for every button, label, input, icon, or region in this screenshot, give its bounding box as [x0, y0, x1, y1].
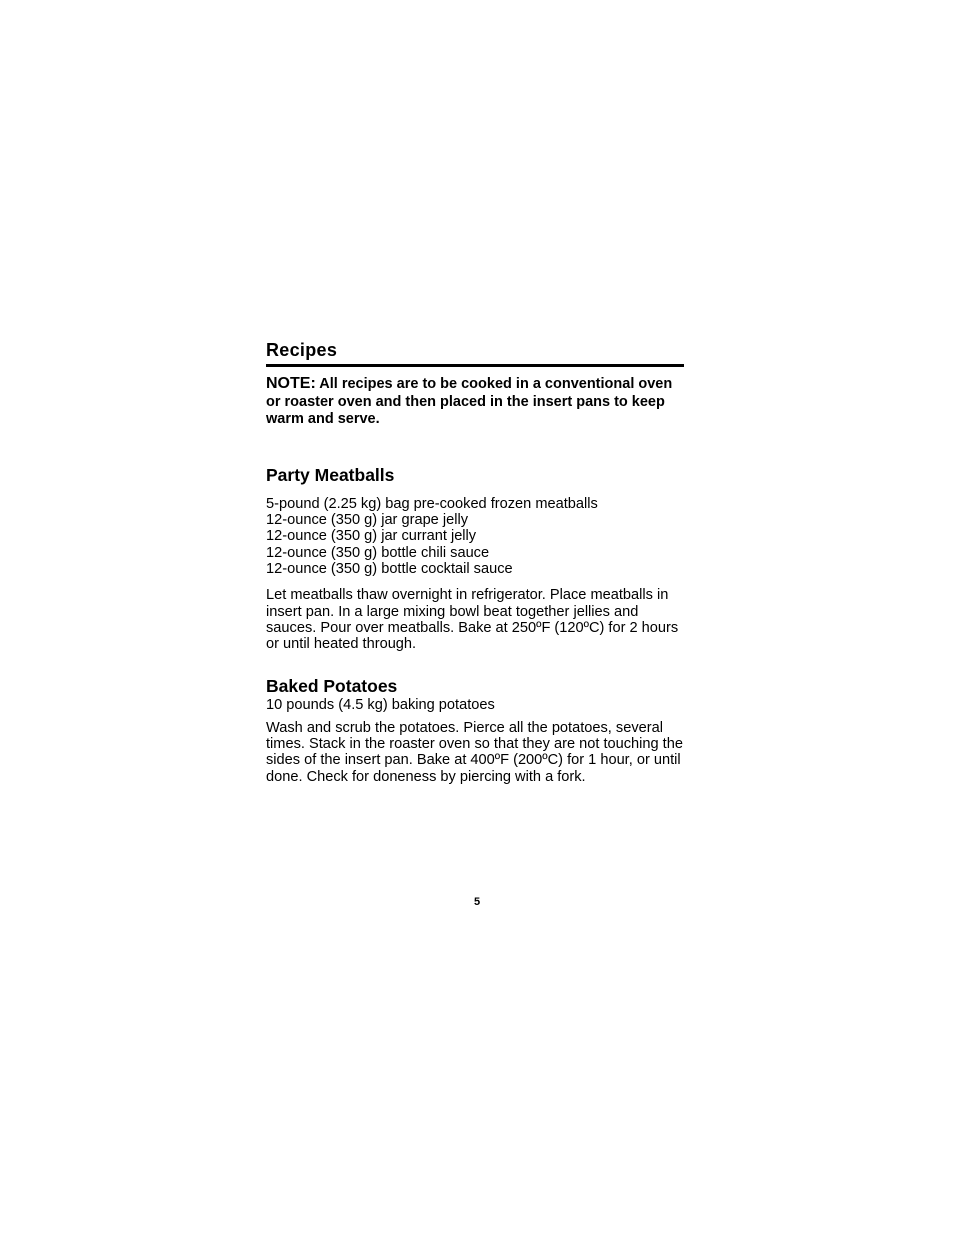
note-paragraph — [266, 375, 684, 429]
ingredient-item: 12-ounce (350 g) bottle cocktail sauce — [266, 560, 513, 577]
ingredient-item: 5-pound (2.25 kg) bag pre-cooked frozen meatballs — [266, 495, 598, 512]
ingredient-list — [266, 697, 684, 713]
recipe-directions: Let meatballs thaw overnight in refrigerator. Place meatballs in insert pan. In a large mixing bowl beat together jellies and sauces. Pour over meatballs. Bake at 250ºF (120ºC) for 2 hours or until heated through. — [266, 587, 679, 653]
title-rule — [266, 364, 684, 367]
ingredient-item: 12-ounce (350 g) jar grape jelly — [266, 512, 468, 529]
recipe-title: Baked Potatoes — [266, 676, 398, 697]
page-number: 5 — [473, 896, 481, 908]
page-content — [266, 339, 684, 785]
recipe-title: Party Meatballs — [266, 464, 395, 485]
recipe-baked-potatoes — [266, 675, 684, 784]
note-label: NOTE: — [266, 375, 316, 392]
ingredient-list — [266, 496, 684, 577]
ingredient-item: 10 pounds (4.5 kg) baking potatoes — [266, 697, 495, 714]
note-text: All recipes are to be cooked in a conventional oven or roaster oven and then placed in the insert pans to keep warm and serve. — [266, 376, 673, 428]
ingredient-item: 12-ounce (350 g) jar currant jelly — [266, 528, 477, 545]
ingredient-item: 12-ounce (350 g) bottle chili sauce — [266, 544, 490, 561]
recipe-directions: Wash and scrub the potatoes. Pierce all the potatoes, several times. Stack in the roaster oven so that they are not touching the sides of the insert pan. Bake at 400ºF (200ºC) for 1 hour, or until done. Check for doneness by piercing with a fork. — [266, 719, 683, 785]
section-title: Recipes — [266, 340, 338, 360]
recipe-party-meatballs — [266, 464, 684, 653]
